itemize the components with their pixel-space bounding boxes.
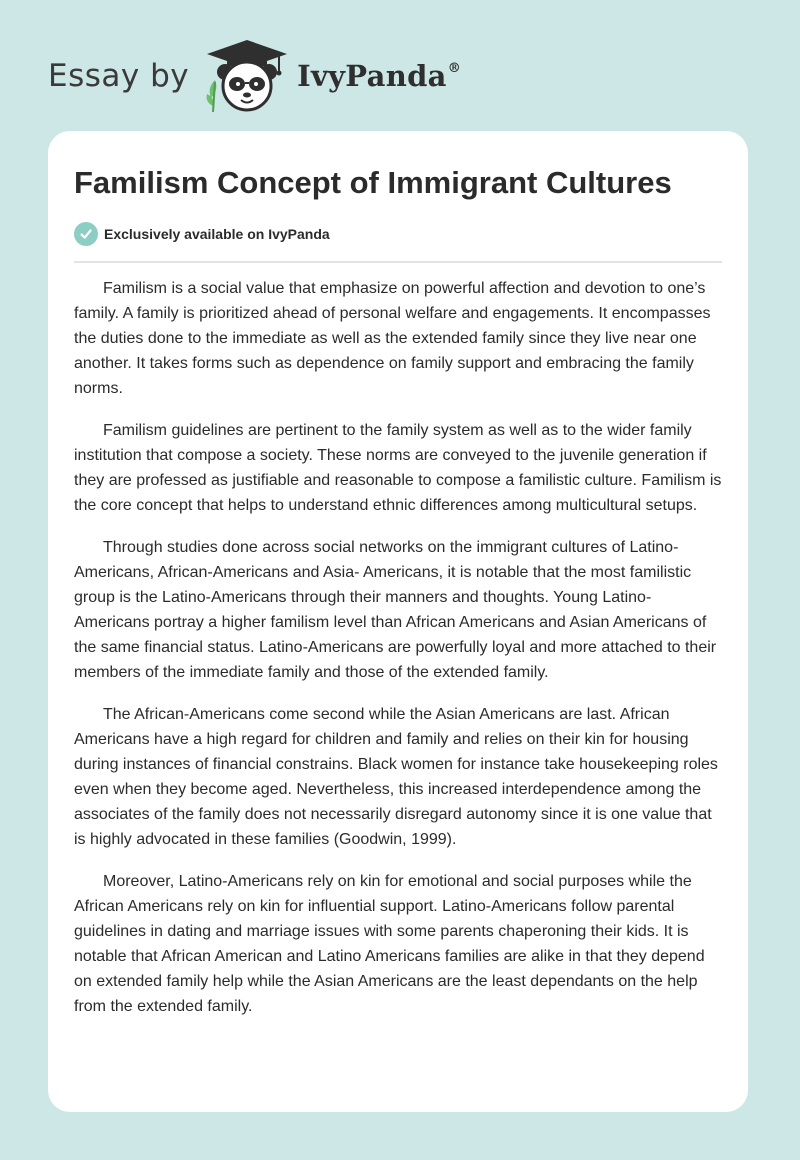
paragraph: Familism guidelines are pertinent to the family system as well as to the wider family institution that compose a society. These norms are conveyed to the juvenile generation if they are professed as justifiable and reasonable to compose a familistic culture. Familism is the core concept that helps to understand ethnic differences among multicultural setups. [74, 422, 722, 514]
paragraph: Moreover, Latino-Americans rely on kin for emotional and social purposes while the African Americans rely on kin for influential support. Latino-Americans follow parental guidelines in dating and marriage issues with some parents chaperoning their kids. It is notable that African American and Latino Americans families are alike in that they depend on extended family help while the Asian Americans are the least dependants on the help from the extended family. [74, 873, 705, 1015]
registered-mark: ® [447, 61, 462, 76]
page-title: Familism Concept of Immigrant Cultures [74, 165, 672, 200]
paragraph: Familism is a social value that emphasize on powerful affection and devotion to one’s family. A family is prioritized ahead of personal welfare and engagements. It encompasses the duties done to the immediate as well as the extended family since they live near one another. It takes forms such as dependence on family support and embracing the family norms. [74, 280, 711, 397]
exclusive-badge [74, 222, 330, 246]
exclusive-label: Exclusively available on IvyPanda [104, 226, 330, 242]
site-header [48, 36, 461, 116]
paragraph: Through studies done across social networks on the immigrant cultures of Latino-Americans, African-Americans and Asia- Americans, it is notable that the most familistic group is the Latino-Americans through their manners and thoughts. Young Latino-Americans portray a higher familism level than African Americans and Asian Americans of the same financial status. Latino-Americans are powerfully loyal and more attached to their members of the immediate family and those of the extended family. [74, 539, 717, 681]
divider [74, 261, 722, 263]
check-icon [74, 222, 98, 246]
essay-by-label: Essay by [48, 58, 190, 94]
essay-body [74, 276, 724, 1036]
brand-name: IvyPanda® [297, 59, 462, 93]
paragraph: The African-Americans come second while the Asian Americans are last. African Americans have a high regard for children and family and relies on their kin for housing during instances of financial constrains. Black women for instance take housekeeping roles even when they become aged. Nevertheless, this increased interdependence among the associates of the family does not necessarily disregard autonomy since it is one value that is highly advocated in these families (Goodwin, 1999). [74, 706, 718, 848]
essay-card [48, 131, 748, 1112]
panda-graduate-icon [203, 38, 291, 114]
